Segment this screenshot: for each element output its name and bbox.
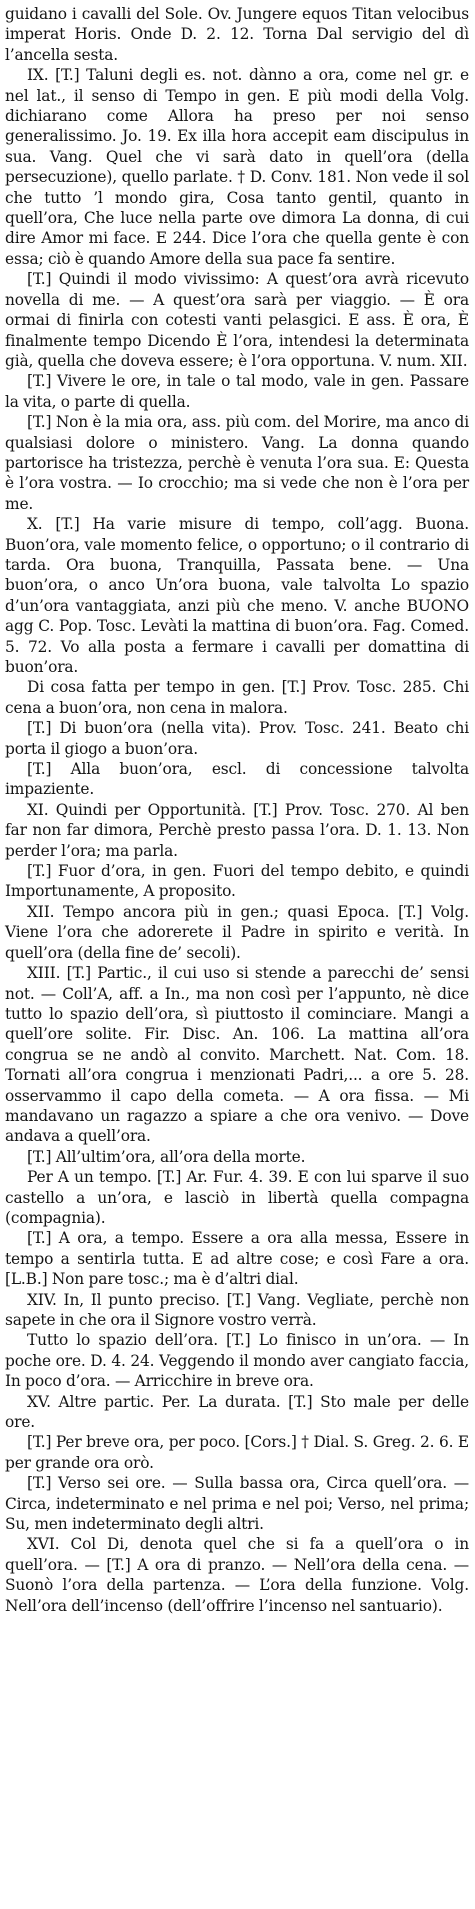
entry-paragraph: XI. Quindi per Opportunità. [T.] Prov. Tosc. 270. Al ben far non far dimora, Perchè presto passa l’ora. D. 1. 13. Non perder l’ora; ma parla. <box>5 800 469 860</box>
entry-paragraph: XII. Tempo ancora più in gen.; quasi Epoca. [T.] Volg. Viene l’ora che adorerete il Padre in spirito e verità. In quell’ora (della fine de’ secoli). <box>5 902 469 962</box>
entry-paragraph: [T.] Verso sei ore. — Sulla bassa ora, Circa quell’ora. — Circa, indeterminato e nel prima e nel poi; Verso, nel prima; Su, men indeterminato degli altri. <box>5 1474 469 1534</box>
entry-paragraph: [T.] Alla buon’ora, escl. di concessione talvolta impaziente. <box>5 760 469 799</box>
entry-paragraph: Tutto lo spazio dell’ora. [T.] Lo finisco in un’ora. — In poche ore. D. 4. 24. Veggendo il mondo aver cangiato faccia, In poco d’ora. — Arricchire in breve ora. <box>5 1331 469 1391</box>
entry-paragraph: X. [T.] Ha varie misure di tempo, coll’agg. Buona. Buon’ora, vale momento felice, o opportuno; o il contrario di tarda. Ora buona, Tranquilla, Passata bene. — Una buon’ora, o anco Un’ora buona, vale talvolta Lo spazio d’un’ora vantaggiata, anzi più che meno. V. anche BUONO agg C. Pop. Tosc. Levàti la mattina di buon’ora. Fag. Comed. 5. 72. Vo alla posta a fermare i cavalli per domattina di buon’ora. <box>5 515 469 676</box>
entry-paragraph: XIV. In, Il punto preciso. [T.] Vang. Vegliate, perchè non sapete in che ora il Signore vostro verrà. <box>5 1290 469 1329</box>
entry-paragraph: IX. [T.] Taluni degli es. not. dànno a ora, come nel gr. e nel lat., il senso di Tempo in gen. E più modi della Volg. dichiarano come Allora ha preso per noi senso generalissimo. Jo. 19. Ex illa hora accepit eam discipulus in sua. Vang. Quel che vi sarà dato in quell’ora (della persecuzione), quello parlate. † D. Conv. 181. Non vede il sol che tutto ’l mondo gira, Cosa tanto gentil, quanto in quell’ora, Che luce nella parte ove dimora La donna, di cui dire Amor mi face. E 244. Dice l’ora che quella gente è con essa; ciò è quando Amore della sua pace fa sentire. <box>5 66 469 268</box>
entry-paragraph: [T.] Per breve ora, per poco. [Cors.] † Dial. S. Greg. 2. 6. E per grande ora orò. <box>5 1433 469 1472</box>
entry-paragraph: [T.] Fuor d’ora, in gen. Fuori del tempo debito, e quindi Importunamente, A proposito. <box>5 862 469 901</box>
entry-paragraph: [T.] Di buon’ora (nella vita). Prov. Tosc. 241. Beato chi porta il giogo a buon’ora. <box>5 719 469 758</box>
entry-paragraph: XVI. Col Di, denota quel che si fa a quell’ora o in quell’ora. — [T.] A ora di pranzo. — Nell’ora della cena. — Suonò l’ora della partenza. — L’ora della funzione. Volg. Nell’ora dell’incenso (dell’offrire l’incenso nel santuario). <box>5 1535 469 1615</box>
entry-paragraph: Per A un tempo. [T.] Ar. Fur. 4. 39. E con lui sparve il suo castello a un’ora, e lasciò in libertà quella compagna (compagnia). <box>5 1168 469 1227</box>
entry-paragraph: [T.] Non è la mia ora, ass. più com. del Morire, ma anco di qualsiasi dolore o ministero. Vang. La donna quando partorisce ha tristezza, perchè è venuta l’ora sua. E: Questa è l’ora vostra. — Io crocchio; ma si vede che non è l’ora per me. <box>5 413 469 513</box>
entry-paragraph: [T.] A ora, a tempo. Essere a ora alla messa, Essere in tempo a sentirla tutta. E ad altre cose; e così Fare a ora. [L.B.] Non pare tosc.; ma è d’altri dial. <box>5 1229 469 1289</box>
entry-paragraph: Di cosa fatta per tempo in gen. [T.] Prov. Tosc. 285. Chi cena a buon’ora, non cena in malora. <box>5 678 469 717</box>
entry-paragraph: [T.] Quindi il modo vivissimo: A quest’ora avrà ricevuto novella di me. — A quest’ora sarà per viaggio. — È ora ormai di finirla con cotesti vanti pelasgici. E ass. È ora, È finalmente tempo Dicendo È l’ora, intendesi la determinata già, quella che doveva essere; è l’ora opportuna. V. num. XII. <box>5 270 469 370</box>
entry-paragraph: [T.] Vivere le ore, in tale o tal modo, vale in gen. Passare la vita, o parte di quella. <box>5 372 469 411</box>
entry-paragraph: [T.] All’ultim’ora, all’ora della morte. <box>27 1147 306 1166</box>
entry-paragraph: XIII. [T.] Partic., il cui uso si stende a parecchi de’ sensi not. — Coll’A, aff. a In., ma non così per l’appunto, nè dice tutto lo spazio dell’ora, sì piuttosto il cominciare. Mangi a quell’ore solite. Fir. Disc. An. 106. La mattina all’ora congrua se ne andò al convito. Marchett. Nat. Com. 18. Tornati all’ora congrua i menzionati Padri,... a ore 5. 28. osservammo il capo della cometa. — A ora fissa. — Mi mandavano un ragazzo a spiare a che ora venivo. — Dove andava a quell’ora. <box>5 964 469 1146</box>
entry-paragraph: XV. Altre partic. Per. La durata. [T.] Sto male per delle ore. <box>5 1392 469 1432</box>
entry-paragraph: guidano i cavalli del Sole. Ov. Jungere equos Titan velocibus imperat Horis. Onde D. 2. 12. Torna Dal servigio del dì l’ancella sesta. <box>5 5 469 64</box>
